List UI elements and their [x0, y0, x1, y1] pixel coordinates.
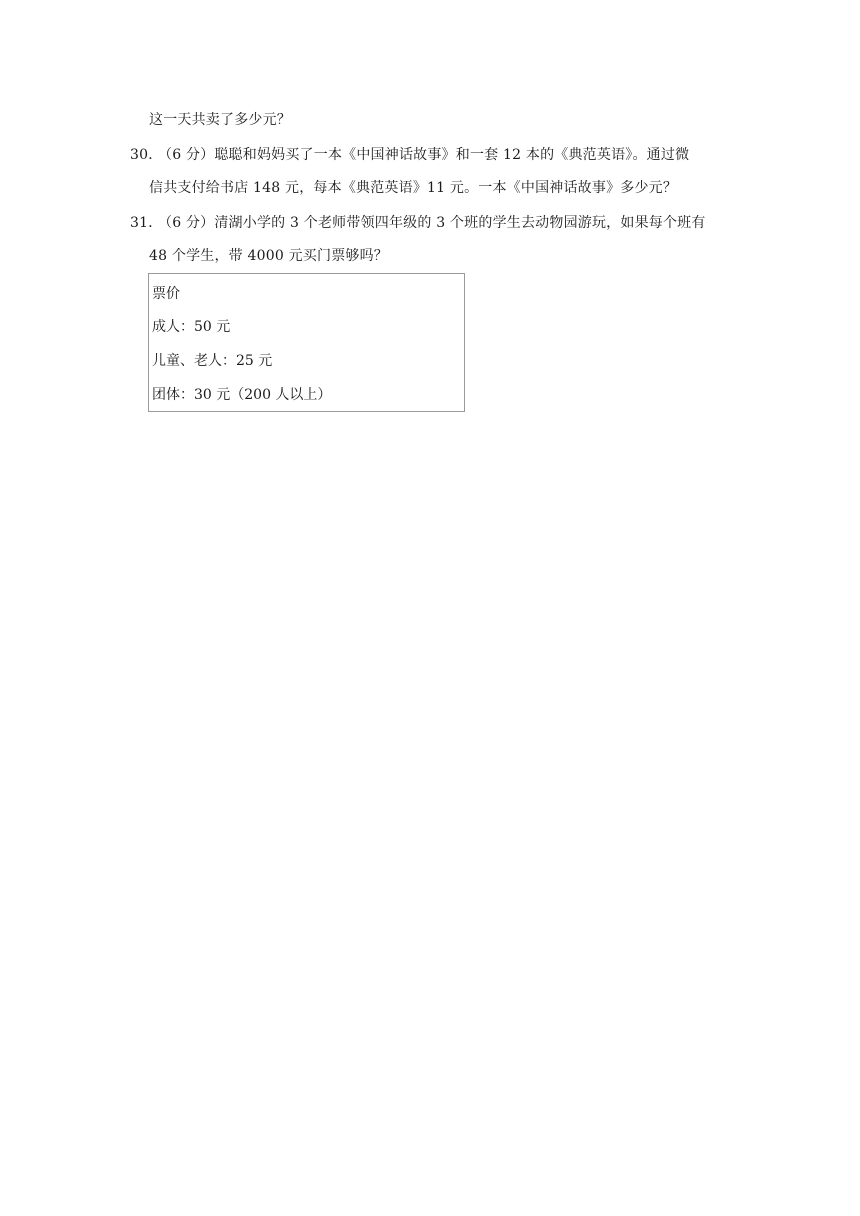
q30-number: 30．: [130, 147, 163, 163]
q31-number: 31．: [130, 215, 163, 231]
q30-text-line-1: （6 分）聪聪和妈妈买了一本《中国神话故事》和一套 12 本的《典范英语》。通过微: [158, 147, 690, 163]
q29-continuation-text: 这一天共卖了多少元？: [149, 112, 291, 128]
price-box-title: 票价: [152, 286, 180, 302]
q30-text-line-2: 信共支付给书店 148 元，每本《典范英语》11 元。一本《中国神话故事》多少元？: [149, 180, 678, 196]
price-row-adult: 成人：50 元: [152, 319, 231, 335]
q31-text-line-2: 48 个学生，带 4000 元买门票够吗？: [149, 248, 388, 264]
ticket-price-box: [148, 273, 465, 412]
q31-text-line-1: （6 分）清湖小学的 3 个老师带领四年级的 3 个班的学生去动物园游玩，如果每个班有: [158, 215, 706, 231]
price-row-child-senior: 儿童、老人：25 元: [152, 353, 273, 369]
price-row-group: 团体：30 元（200 人以上）: [152, 387, 332, 403]
